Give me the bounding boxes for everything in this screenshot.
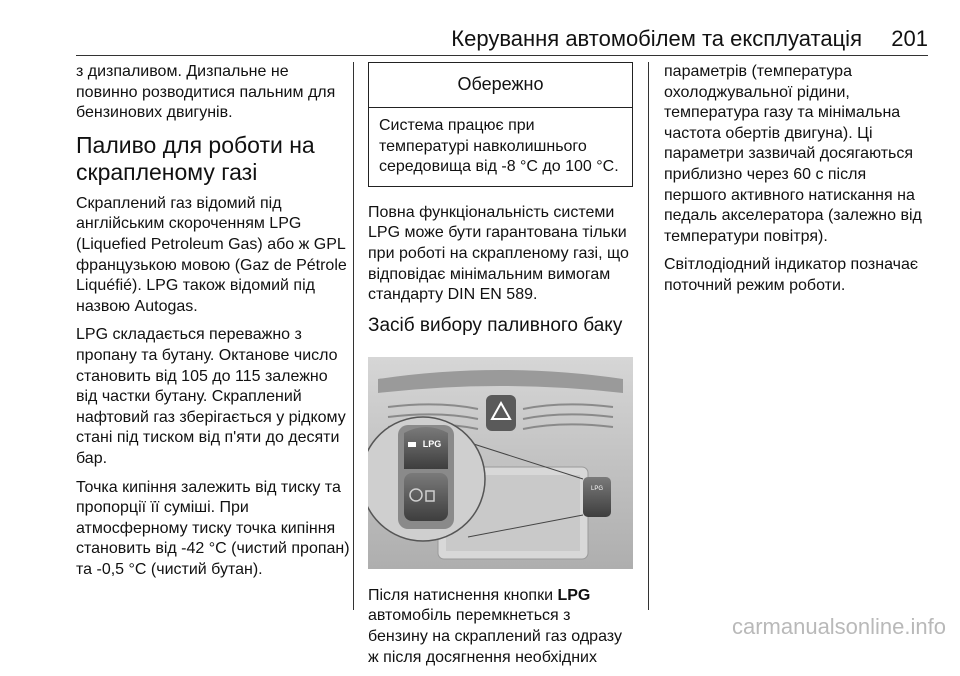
switch-conditions-paragraph: параметрів (температура охолоджувальної рідини, температура газу та мінімальна частота обертів двигуна). Ці параметри зазвичай досягаються приблизно через 60 с після першого активного натискання на педаль акселератора (залежно від температури повітря). [664, 63, 922, 245]
lpg-heading: Паливо для роботи на скрапленому газі [76, 131, 315, 185]
lpg-switch-illustration [368, 357, 633, 569]
column-left [76, 62, 351, 588]
column-middle [368, 62, 633, 676]
lpg-button-label: LPG [422, 438, 442, 449]
page-number: 201 [891, 26, 928, 51]
column-divider-left [353, 62, 354, 610]
svg-text:LPG: LPG [590, 485, 604, 492]
lpg-standard-paragraph: Повна функціональність системи LPG може бути гарантована тільки при роботі на скрапленому газі, що відповідає мінімальним вимогам стандарту DIN EN 589. [368, 203, 629, 304]
boiling-point-paragraph: Точка кипіння залежить від тиску та пропорції її суміші. При атмосферному тиску точка кипіння становить від -42 °C (чистий пропан) та -0,5 °C (чистий бутан). [76, 478, 350, 578]
column-right [664, 62, 928, 305]
header-rule [76, 55, 928, 56]
intro-paragraph: з дизпаливом. Дизпальне не повинно розводитися пальним для бензинових двигунів. [76, 63, 336, 122]
lpg-switch-paragraph: Після натиснення кнопки LPG автомобіль перемкнеться з бензину на скраплений газ одразу ж після досягнення необхідних [368, 586, 622, 666]
page-header [76, 22, 928, 54]
fuel-selector-heading: Засіб вибору паливного баку [368, 314, 623, 336]
lpg-definition-paragraph: Скраплений газ відомий під англійським скороченням LPG (Liquefied Petroleum Gas) або ж GPL французькою мовою (Gaz de Pétrole Liquéfié). LPG також відомий під назвою Autogas. [76, 194, 347, 315]
watermark: carmanualsonline.info [731, 614, 946, 639]
caution-box [368, 62, 633, 187]
caution-text: Система працює при температурі навколишнього середовища від -8 °C до 100 °C. [379, 117, 619, 176]
caution-title: Обережно [369, 63, 632, 108]
column-divider-right [648, 62, 649, 610]
lpg-composition-paragraph: LPG складається переважно з пропану та бутану. Октанове число становить від 105 до 115 залежно від частки бутану. Скраплений нафтовий газ зберігається у рідкому стані під тиском від п'яти до десяти бар. [76, 326, 346, 467]
led-indicator-paragraph: Світлодіодний індикатор позначає поточний режим роботи. [664, 256, 919, 294]
section-title: Керування автомобілем та експлуатація [451, 26, 862, 51]
lpg-button-name: LPG [557, 586, 591, 604]
